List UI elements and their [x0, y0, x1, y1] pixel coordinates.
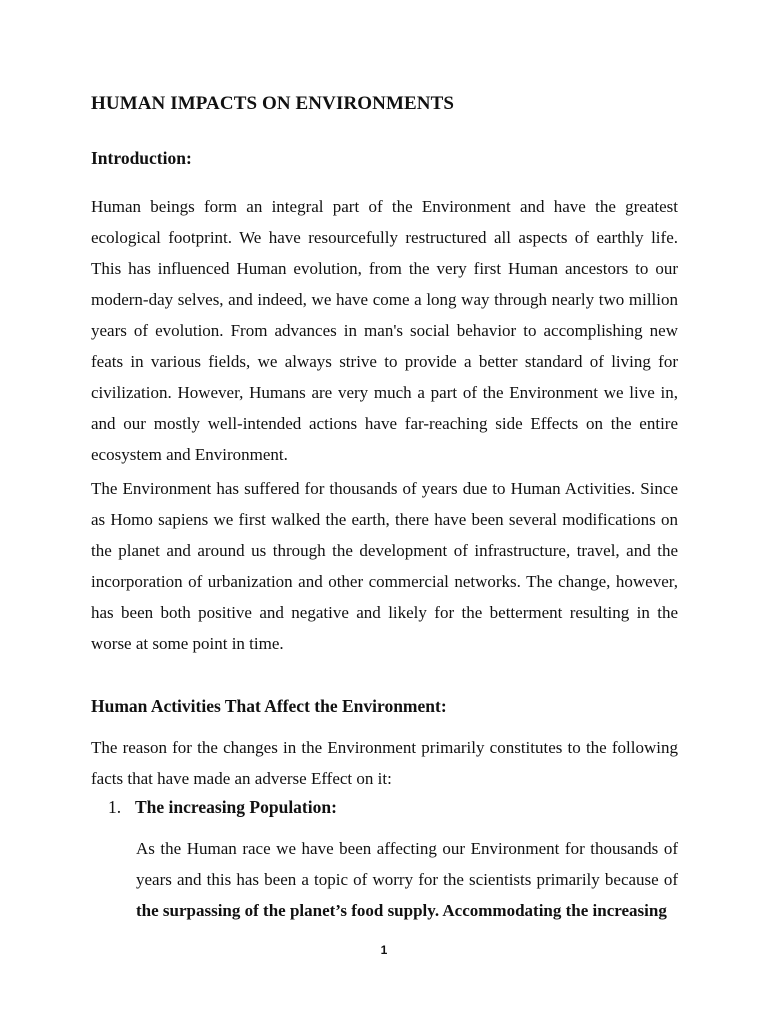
intro-paragraph-2: The Environment has suffered for thousands of years due to Human Activities. Since as Homo sapiens we first walked the earth, there have been several modifications on the planet and around us through the development of infrastructure, travel, and the incorporation of urbanization and other commercial networks. The change, however, has been both positive and negative and likely for the betterment resulting in the worse at some point in time.	[91, 479, 678, 653]
list-number: 1.	[108, 797, 122, 817]
introduction-heading: Introduction:	[91, 148, 192, 168]
population-paragraph	[136, 833, 678, 926]
document-title: HUMAN IMPACTS ON ENVIRONMENTS	[91, 93, 455, 114]
page-number: 1	[380, 943, 388, 957]
activities-heading: Human Activities That Affect the Environment:	[91, 696, 447, 716]
population-text: As the Human race we have been affecting our Environment for thousands of years and this has been a topic of worry for the scientists primarily because of	[136, 839, 678, 889]
intro-paragraph-1: Human beings form an integral part of the Environment and have the greatest ecological footprint. We have resourcefully restructured all aspects of earthly life. This has influenced Human evolution, from the very first Human ancestors to our modern-day selves, and indeed, we have come a long way through nearly two million years of evolution. From advances in man's social behavior to accomplishing new feats in various fields, we always strive to provide a better standard of living for civilization. However, Humans are very much a part of the Environment we live in, and our mostly well-intended actions have far-reaching side Effects on the entire ecosystem and Environment.	[91, 197, 678, 464]
list-item-title: The increasing Population:	[135, 797, 337, 817]
activities-paragraph: The reason for the changes in the Environment primarily constitutes to the following facts that have made an adverse Effect on it:	[91, 738, 678, 788]
population-text-bold: the surpassing of the planet’s food supply. Accommodating the increasing	[136, 901, 667, 920]
list-item-population	[108, 797, 337, 818]
